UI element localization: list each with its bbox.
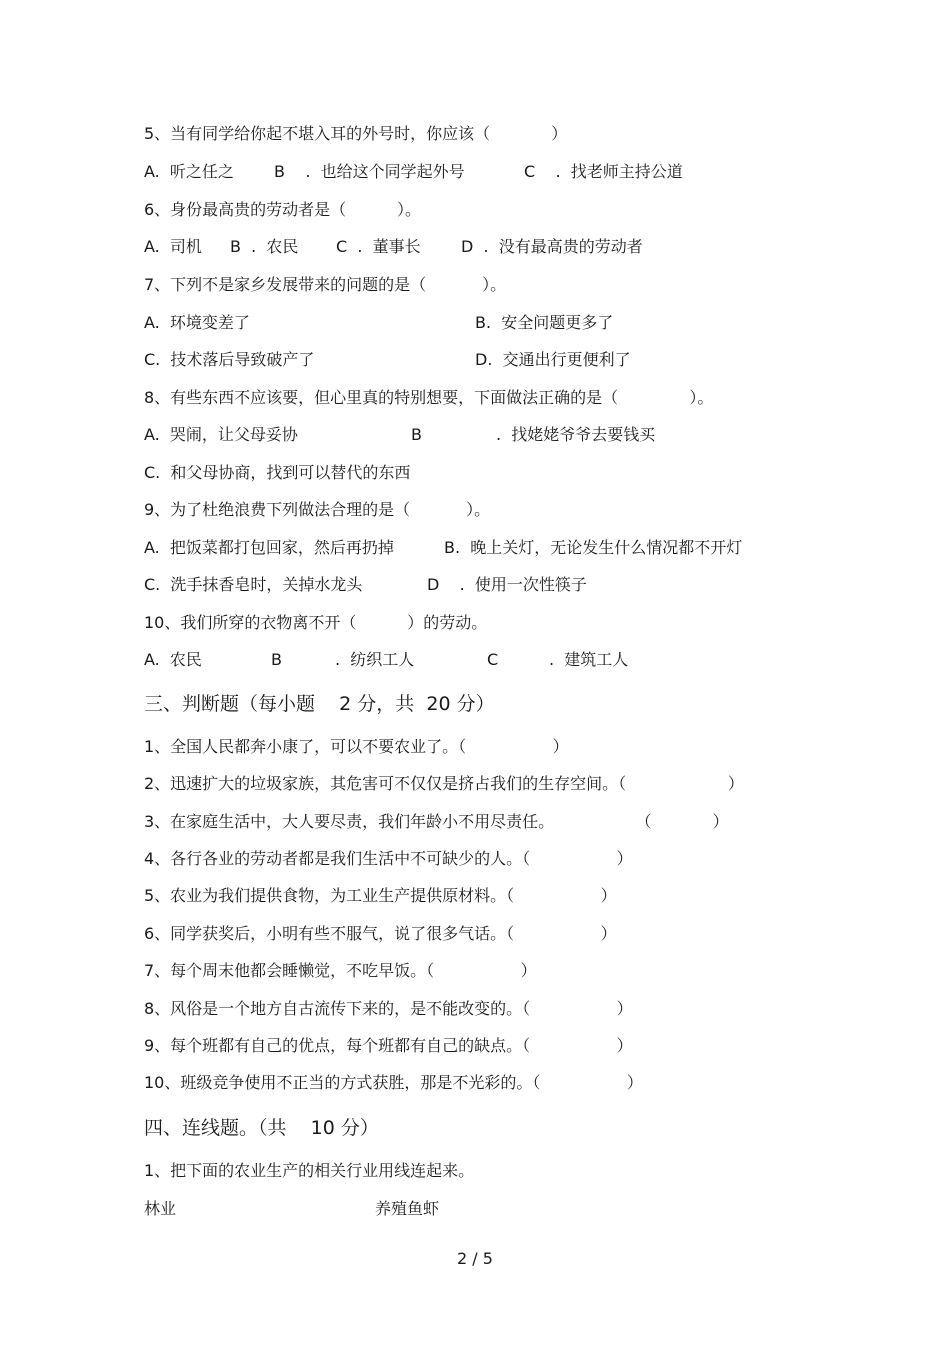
judgment-item-3: 3、在家庭生活中，大人要尽责，我们年龄小不用尽责任。 （ ） — [144, 812, 729, 831]
question-10-options — [144, 649, 629, 671]
judgment-item-7: 7、每个周末他都会睡懒觉，不吃早饭。（ ） — [144, 961, 537, 980]
judgment-item-1: 1、全国人民都奔小康了，可以不要农业了。（ ） — [144, 737, 569, 756]
option-b: B . 也给这个同学起外号 — [274, 162, 465, 181]
matching-right-item: 养殖鱼虾 — [375, 1199, 440, 1218]
option-c-text: . 建筑工人 — [549, 650, 629, 669]
question-8-options-row-1 — [144, 424, 656, 446]
page-number: 2 / 5 — [457, 1249, 493, 1268]
judgment-item-5: 5、农业为我们提供食物，为工业生产提供原材料。（ ） — [144, 886, 617, 905]
judgment-item-9: 9、每个班都有自己的优点，每个班都有自己的缺点。（ ） — [144, 1036, 633, 1055]
judgment-item-6: 6、同学获奖后，小明有些不服气，说了很多气话。（ ） — [144, 924, 617, 943]
judgment-item-10: 10、班级竞争使用不正当的方式获胜，那是不光彩的。（ ） — [144, 1073, 643, 1092]
question-8-options-row-2 — [144, 462, 411, 484]
question-8-stem: 8、有些东西不应该要，但心里真的特别想要，下面做法正确的是（ ）。 — [144, 388, 714, 407]
option-a: A. 哭闹，让父母妥协 — [144, 425, 298, 444]
option-c: C . 找老师主持公道 — [524, 162, 683, 181]
option-d: D . 使用一次性筷子 — [427, 575, 587, 594]
option-a: A. 农民 — [144, 650, 202, 669]
question-7-options-row-2 — [144, 349, 631, 371]
option-b: B. 晚上关灯，无论发生什么情况都不开灯 — [444, 538, 743, 557]
option-d: D . 没有最高贵的劳动者 — [461, 237, 643, 256]
matching-question-1: 1、把下面的农业生产的相关行业用线连起来。 — [144, 1161, 475, 1180]
question-7-options-row-1 — [144, 312, 614, 334]
question-5-stem: 5、当有同学给你起不堪入耳的外号时，你应该（ ） — [144, 124, 568, 143]
option-c: C . 董事长 — [336, 237, 421, 256]
option-c: C. 技术落后导致破产了 — [144, 350, 315, 369]
option-b-text: . 纺织工人 — [335, 650, 415, 669]
option-c: C. 洗手抹香皂时，关掉水龙头 — [144, 575, 363, 594]
judgment-item-2: 2、迅速扩大的垃圾家族，其危害可不仅仅是挤占我们的生存空间。（ ） — [144, 774, 744, 793]
option-b: B . 农民 — [230, 237, 299, 256]
question-9-options-row-2 — [144, 574, 587, 596]
judgment-item-8: 8、风俗是一个地方自古流传下来的，是不能改变的。（ ） — [144, 999, 633, 1018]
option-d: D. 交通出行更便利了 — [475, 350, 631, 369]
option-c-letter: C — [487, 650, 499, 669]
section-4-heading: 四、连线题。（共 10 分） — [144, 1117, 379, 1139]
option-b: B. 安全问题更多了 — [475, 313, 614, 332]
matching-row — [144, 1198, 440, 1220]
option-a: A. 把饭菜都打包回家，然后再扔掉 — [144, 538, 394, 557]
question-9-options-row-1 — [144, 537, 743, 559]
question-9-stem: 9、为了杜绝浪费下列做法合理的是（ ）。 — [144, 500, 491, 519]
question-6-options — [144, 236, 643, 258]
option-b-text: . 找姥姥爷爷去要钱买 — [496, 425, 656, 444]
question-7-stem: 7、下列不是家乡发展带来的问题的是（ ）。 — [144, 275, 507, 294]
question-10-stem: 10、我们所穿的衣物离不开（ ）的劳动。 — [144, 613, 488, 632]
question-5-options — [144, 161, 683, 183]
matching-left-item: 林业 — [144, 1199, 177, 1218]
judgment-item-4: 4、各行各业的劳动者都是我们生活中不可缺少的人。（ ） — [144, 849, 633, 868]
option-a: A. 司机 — [144, 237, 202, 256]
option-b-letter: B — [411, 425, 422, 444]
option-a: A. 环境变差了 — [144, 313, 250, 332]
option-c: C. 和父母协商，找到可以替代的东西 — [144, 463, 411, 482]
question-6-stem: 6、身份最高贵的劳动者是（ ）。 — [144, 200, 422, 219]
option-b-letter: B — [271, 650, 282, 669]
option-a: A. 听之任之 — [144, 162, 234, 181]
section-3-heading: 三、判断题（每小题 2 分，共 20 分） — [144, 693, 495, 715]
